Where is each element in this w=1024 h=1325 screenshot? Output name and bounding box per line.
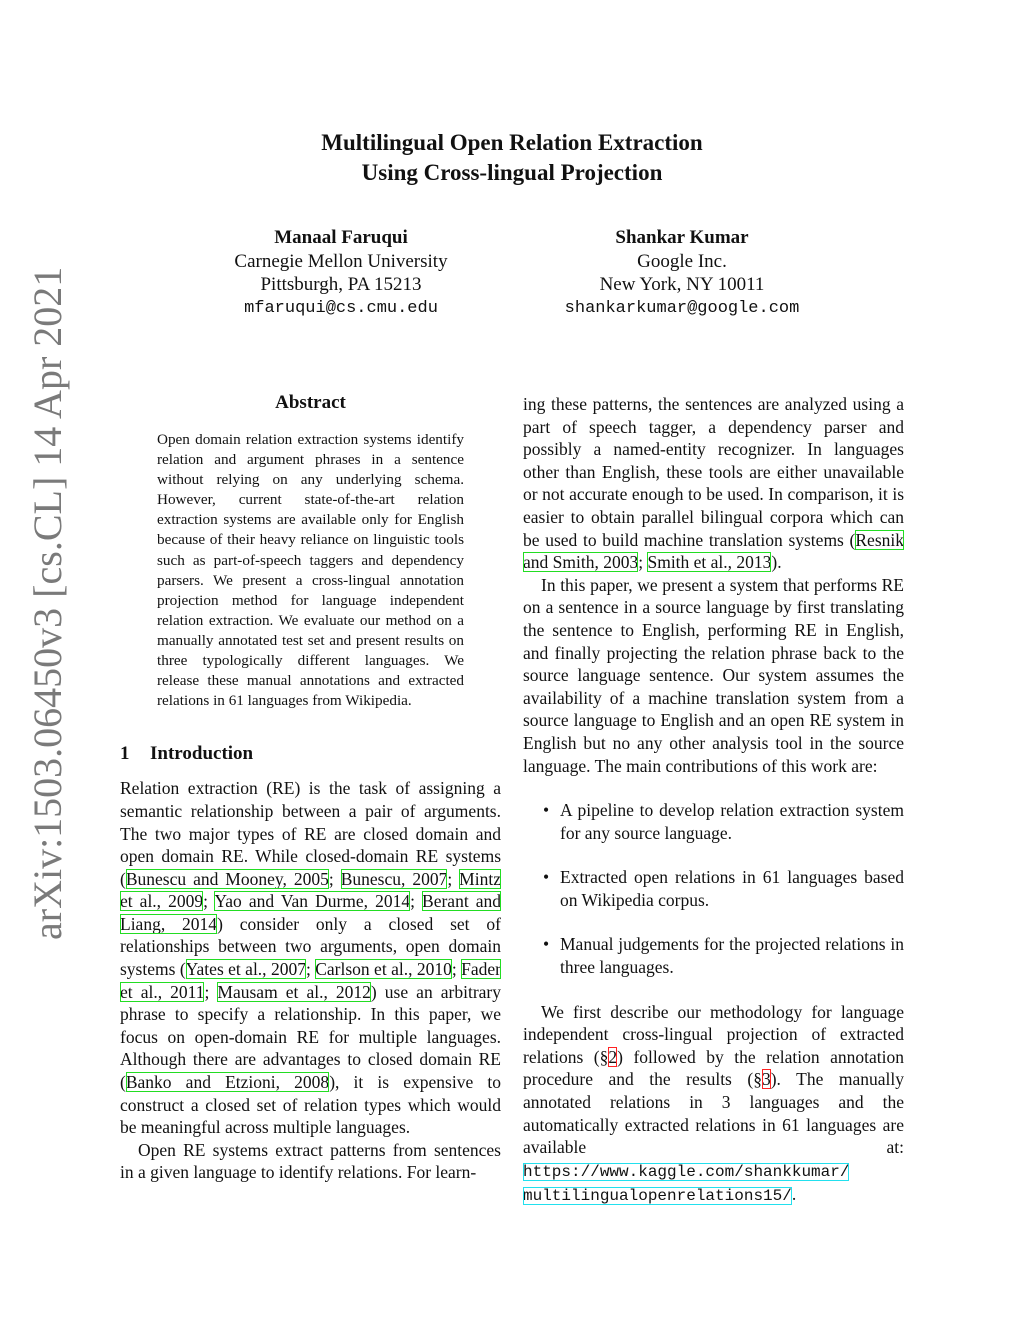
list-item: • A pipeline to develop relation extraction system for any source language.: [543, 800, 904, 843]
intro-paragraph-3: In this paper, we present a system that performs RE on a sentence in a source language by first translating the sentence to English, performing RE in English, and finally projecting the relation phrase back to the source language sentence. Our system assumes the availability of a machine translation system from a source language to English and an open RE system in English but no any other analysis tool in the source language. The main contributions of this work are:: [523, 574, 904, 776]
intro-paragraph-4: We first describe our methodology for language independent cross-lingual projection of extracted relations (§2) followed by the relation annotation procedure and the results (§3). The manually annotated relations in 3 languages and the automatically extracted relations in 61 languages are available at: https://www.kaggle.com/shankkumar/ multilingualopenrelations15/.: [523, 1001, 905, 1206]
citation-link[interactable]: Smith et al., 2013: [647, 552, 772, 573]
author-name: Manaal Faruqui: [274, 227, 408, 248]
intro-paragraph-2-start: Open RE systems extract patterns from sentences in a given language to identify relations. For learn-: [120, 1139, 501, 1183]
dataset-url-link[interactable]: https://www.kaggle.com/shankkumar/: [523, 1162, 850, 1181]
title-line-2: Using Cross-lingual Projection: [361, 160, 663, 185]
author-email[interactable]: shankarkumar@google.com: [564, 298, 800, 318]
section-title: Introduction: [150, 743, 254, 765]
abstract-heading: Abstract: [275, 392, 346, 413]
dataset-url-link[interactable]: multilingualopenrelations15/: [523, 1187, 792, 1206]
section-ref-link[interactable]: 3: [761, 1069, 771, 1090]
list-item: • Manual judgements for the projected relations in three languages.: [543, 934, 904, 978]
arxiv-stamp: arXiv:1503.06450v3 [cs.CL] 14 Apr 2021: [25, 266, 70, 940]
section-ref-link[interactable]: 2: [608, 1046, 618, 1067]
bullet-icon: •: [543, 800, 550, 821]
author-affiliation: Google Inc.: [637, 250, 727, 272]
bullet-icon: •: [543, 934, 550, 955]
citation-link[interactable]: Yates et al., 2007: [185, 959, 306, 980]
section-number: 1: [120, 743, 130, 765]
citation-link[interactable]: Fader et al., 2011: [120, 959, 501, 1002]
list-item: • Extracted open relations in 61 languages based on Wikipedia corpus.: [543, 867, 904, 910]
author-affiliation: Carnegie Mellon University: [234, 250, 448, 272]
author-email[interactable]: mfaruqui@cs.cmu.edu: [244, 298, 438, 318]
author-location: Pittsburgh, PA 15213: [260, 274, 422, 295]
title-line-1: Multilingual Open Relation Extraction: [321, 130, 703, 155]
intro-paragraph-1: Relation extraction (RE) is the task of assigning a semantic relationship between a pair of arguments. The two major types of RE are closed domain and open domain RE. While closed-domain RE systems (Bunescu and Mooney, 2005; Bunescu, 2007; Mintz et al., 2009; Yao and Van Durme, 2014; Berant and Liang, 2014) consider only a closed set of relationships between two arguments, open domain systems (Yates et al., 2007; Carlson et al., 2010; Fader et al., 2011; Mausam et al., 2012) use an arbitrary phrase to specify a relationship. In this paper, we focus on open-domain RE for multiple languages. Although there are advantages to closed domain RE (Banko and Etzioni, 2008), it is expensive to construct a closed set of relation types which would be meaningful across multiple languages.: [120, 778, 501, 1138]
bullet-icon: •: [543, 867, 550, 888]
citation-link[interactable]: Bunescu and Mooney, 2005: [125, 868, 329, 889]
left-column: [120, 390, 501, 1184]
citation-link[interactable]: Mausam et al., 2012: [217, 981, 371, 1002]
citation-link[interactable]: Carlson et al., 2010: [315, 959, 452, 980]
paper-title: [0, 128, 1024, 188]
citation-link[interactable]: Resnik and Smith, 2003: [523, 529, 904, 573]
citation-link[interactable]: Berant and Liang, 2014: [120, 891, 501, 934]
author-block-1: [171, 226, 511, 320]
contributions-list: [523, 799, 904, 979]
intro-paragraph-2-continued: ing these patterns, the sentences are analyzed using a part of speech tagger, a dependency parser and possibly a named-entity recognizer. In languages other than English, these tools are either unavailable or not accurate enough to be used. In comparison, it is easier to obtain parallel bilingual corpora which can be used to build machine translation systems (Resnik and Smith, 2003; Smith et al., 2013).: [523, 394, 904, 573]
citation-link[interactable]: Yao and Van Durme, 2014: [214, 891, 411, 912]
citation-link[interactable]: Bunescu, 2007: [340, 868, 448, 889]
author-block-2: [512, 226, 852, 320]
right-column: [523, 393, 904, 1208]
abstract-text: Open domain relation extraction systems identify relation and argument phrases in a sentence without relying on any underlying schema. However, current state-of-the-art relation extraction systems are available only for English because of their heavy reliance on linguistic tools such as part-of-speech taggers and dependency parsers. We present a cross-lingual annotation projection method for language independent relation extraction. We evaluate our method on a manually annotated test set and present results on three typologically different languages. We release these manual annotations and extracted relations in 61 languages from Wikipedia.: [157, 431, 464, 710]
citation-link[interactable]: Mintz et al., 2009: [120, 868, 501, 912]
citation-link[interactable]: Banko and Etzioni, 2008: [125, 1072, 330, 1093]
author-location: New York, NY 10011: [599, 274, 765, 295]
section-heading-introduction: [120, 741, 501, 767]
author-name: Shankar Kumar: [615, 227, 749, 248]
